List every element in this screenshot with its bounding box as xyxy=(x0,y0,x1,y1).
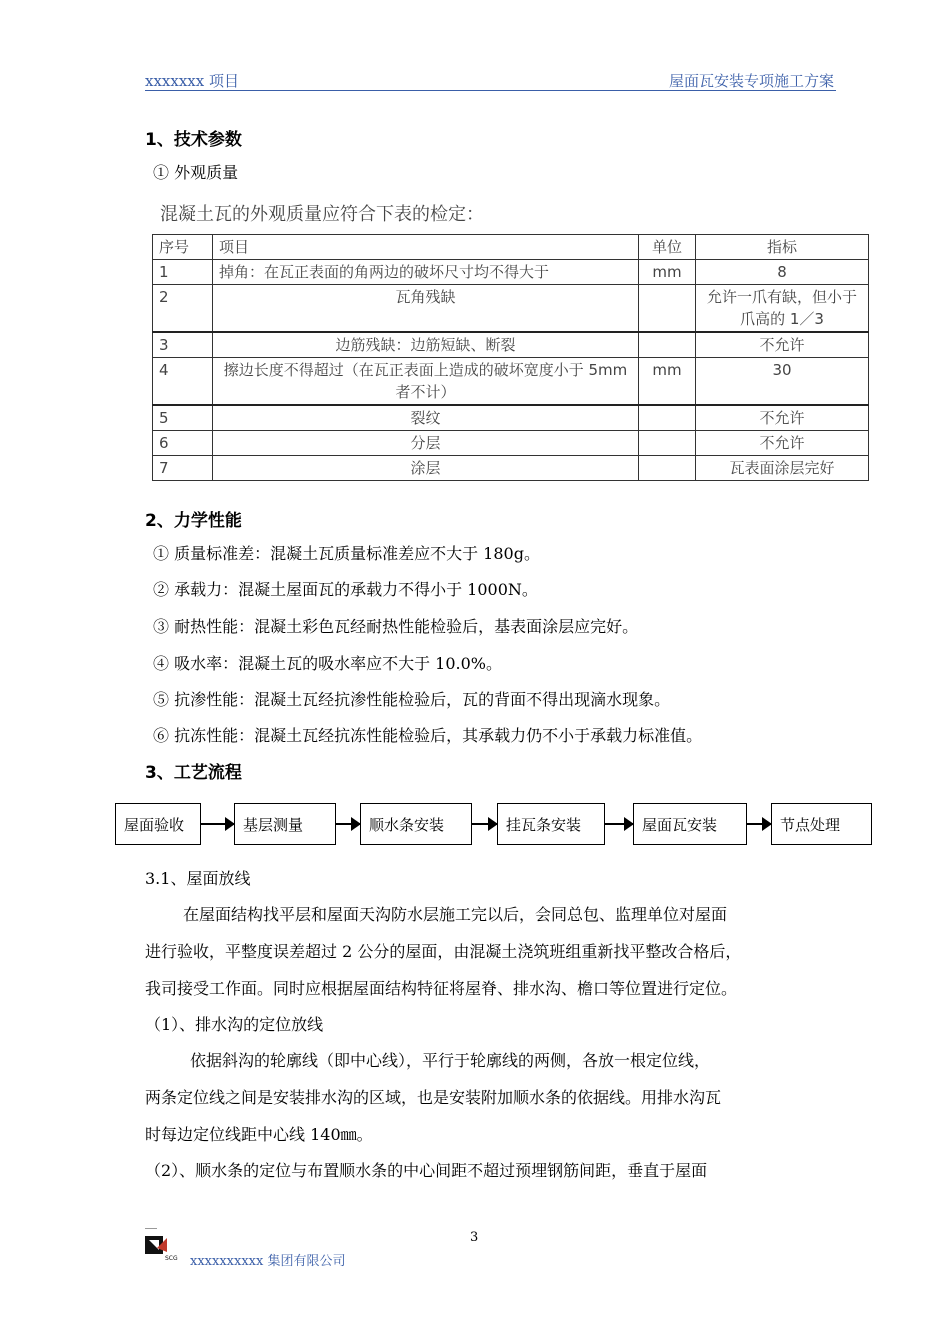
section-3-title: 3、工艺流程 xyxy=(145,763,242,783)
row-no: 6 xyxy=(153,431,213,456)
table-row xyxy=(153,405,869,431)
flow-arrow xyxy=(201,823,234,825)
subsection-1-title: （1）、排水沟的定位放线 xyxy=(145,1015,324,1034)
footer-divider xyxy=(145,1228,157,1229)
flow-arrow xyxy=(747,823,771,825)
table-row xyxy=(153,260,869,285)
table-row xyxy=(153,456,869,481)
flow-step-node-treatment: 节点处理 xyxy=(771,803,872,845)
table-row xyxy=(153,358,869,406)
header-project-name: xxxxxxx 项目 xyxy=(145,72,239,90)
table-row xyxy=(153,332,869,358)
row-unit xyxy=(639,285,696,333)
header-document-title: 屋面瓦安装专项施工方案 xyxy=(668,72,834,90)
paragraph-line: 时每边定位线距中心线 140㎜。 xyxy=(145,1125,373,1144)
table-caption: 混凝土瓦的外观质量应符合下表的检定： xyxy=(160,204,484,225)
section-1-subtitle: ① 外观质量 xyxy=(153,163,239,182)
flow-step-base-survey: 基层测量 xyxy=(234,803,336,845)
flow-arrow xyxy=(605,823,633,825)
mechanical-item: ③ 耐热性能：混凝土彩色瓦经耐热性能检验后，基表面涂层应完好。 xyxy=(153,617,639,636)
table-row xyxy=(153,431,869,456)
mechanical-item: ⑥ 抗冻性能：混凝土瓦经抗冻性能检验后，其承载力仍不小于承载力标准值。 xyxy=(153,726,703,745)
row-item: 边筋残缺：边筋短缺、断裂 xyxy=(213,332,639,358)
row-no: 7 xyxy=(153,456,213,481)
flow-arrow xyxy=(472,823,497,825)
header-cell-no: 序号 xyxy=(153,235,213,260)
row-item: 涂层 xyxy=(213,456,639,481)
mechanical-item: ④ 吸水率：混凝土瓦的吸水率应不大于 10.0%。 xyxy=(153,654,503,673)
row-value: 不允许 xyxy=(696,405,869,431)
row-value: 瓦表面涂层完好 xyxy=(696,456,869,481)
header-divider xyxy=(145,90,836,91)
paragraph-line: 我司接受工作面。同时应根据屋面结构特征将屋脊、排水沟、檐口等位置进行定位。 xyxy=(145,979,738,998)
section-1-title: 1、技术参数 xyxy=(145,130,242,150)
row-item: 瓦角残缺 xyxy=(213,285,639,333)
paragraph-line: 两条定位线之间是安装排水沟的区域，也是安装附加顺水条的依据线。用排水沟瓦 xyxy=(145,1088,722,1107)
row-item: 分层 xyxy=(213,431,639,456)
row-value: 30 xyxy=(696,358,869,406)
row-unit xyxy=(639,405,696,431)
row-no: 5 xyxy=(153,405,213,431)
logo-text: SCG xyxy=(165,1255,178,1262)
subsection-2-title: （2）、顺水条的定位与布置顺水条的中心间距不超过预埋钢筋间距，垂直于屋面 xyxy=(145,1161,708,1180)
table-row xyxy=(153,285,869,333)
flow-step-tile-batten: 挂瓦条安装 xyxy=(497,803,605,845)
row-unit xyxy=(639,332,696,358)
appearance-quality-table xyxy=(152,234,869,481)
page-number: 3 xyxy=(470,1230,479,1245)
header-cell-unit: 单位 xyxy=(639,235,696,260)
row-value: 允许一爪有缺，但小于爪高的 1／3 xyxy=(696,285,869,333)
row-no: 3 xyxy=(153,332,213,358)
row-value: 不允许 xyxy=(696,332,869,358)
flow-step-roof-tile-install: 屋面瓦安装 xyxy=(633,803,747,845)
paragraph-line: 进行验收，平整度误差超过 2 公分的屋面，由混凝土浇筑班组重新找平整改合格后， xyxy=(145,942,742,961)
paragraph-line: 依据斜沟的轮廓线（即中心线），平行于轮廓线的两侧，各放一根定位线， xyxy=(190,1051,711,1070)
flow-step-roof-acceptance: 屋面验收 xyxy=(115,803,201,845)
flow-arrow xyxy=(336,823,360,825)
paragraph-line: 在屋面结构找平层和屋面天沟防水层施工完以后，会同总包、监理单位对屋面 xyxy=(183,905,728,924)
row-item: 裂纹 xyxy=(213,405,639,431)
footer-company-name: xxxxxxxxxx 集团有限公司 xyxy=(190,1254,346,1269)
row-no: 2 xyxy=(153,285,213,333)
row-item: 掉角：在瓦正表面的角两边的破坏尺寸均不得大于 xyxy=(213,260,639,285)
row-unit: mm xyxy=(639,358,696,406)
company-logo-icon xyxy=(145,1236,183,1262)
row-no: 1 xyxy=(153,260,213,285)
row-unit xyxy=(639,456,696,481)
flow-step-counter-batten: 顺水条安装 xyxy=(360,803,472,845)
header-cell-value: 指标 xyxy=(696,235,869,260)
row-value: 8 xyxy=(696,260,869,285)
row-unit: mm xyxy=(639,260,696,285)
subsection-3-1-title: 3.1、屋面放线 xyxy=(145,869,251,888)
row-item: 擦边长度不得超过（在瓦正表面上造成的破坏宽度小于 5mm 者不计） xyxy=(213,358,639,406)
mechanical-item: ① 质量标准差：混凝土瓦质量标准差应不大于 180g。 xyxy=(153,544,540,563)
section-2-title: 2、力学性能 xyxy=(145,511,242,531)
header-cell-item: 项目 xyxy=(213,235,639,260)
table-header-row xyxy=(153,235,869,260)
row-no: 4 xyxy=(153,358,213,406)
mechanical-item: ② 承载力：混凝土屋面瓦的承载力不得小于 1000N。 xyxy=(153,580,538,599)
row-unit xyxy=(639,431,696,456)
mechanical-item: ⑤ 抗渗性能：混凝土瓦经抗渗性能检验后，瓦的背面不得出现滴水现象。 xyxy=(153,690,671,709)
row-value: 不允许 xyxy=(696,431,869,456)
